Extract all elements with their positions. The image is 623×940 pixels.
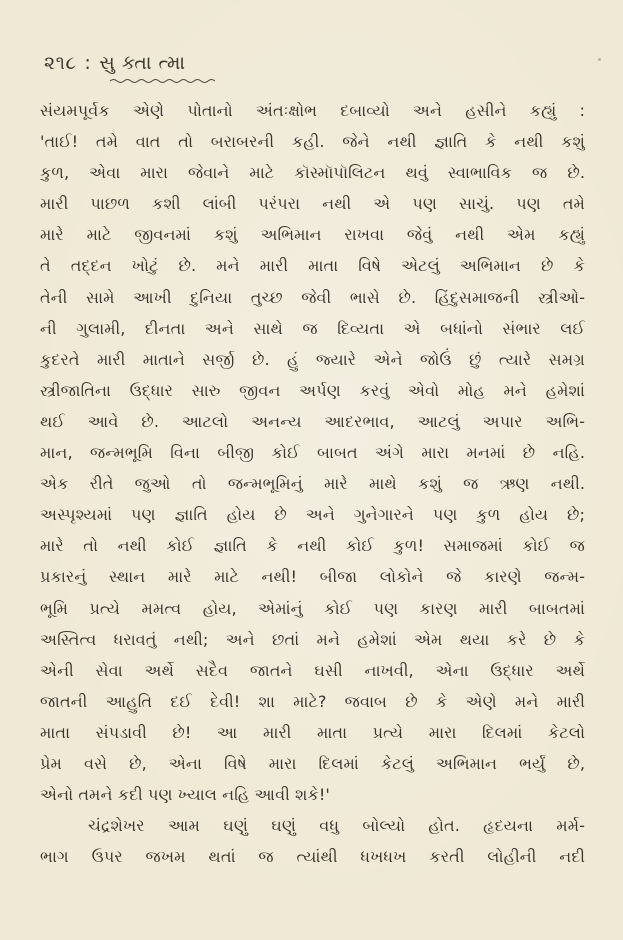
text-line: મારે માટે જીવનમાં કશું અભિમાન રાખવા જેવું નથી એમ કહ્યું bbox=[40, 225, 585, 245]
header-separator: : bbox=[84, 52, 92, 74]
text-line: ભૂમિ પ્રત્યે મમત્વ હોય, એમાંનું કોઈ પણ કારણ મારી બાબતમાં bbox=[40, 598, 585, 618]
text-line: ની ગુલામી, દીનતા અને સાથે જ દિવ્યતા એ બધાંનો સંભાર લઈ bbox=[40, 318, 585, 338]
text-line: પ્રકારનું સ્થાન મારે માટે નથી! બીજા લોકોને જે કારણે જન્મ- bbox=[40, 567, 585, 587]
text-line: માન, જન્મભૂમિ વિના બીજી કોઈ બાબત અંગે મારા મનમાં છે નહિ. bbox=[40, 443, 585, 463]
text-line: મારે તો નથી કોઈ જ્ઞાતિ કે નથી કોઈ કુળ! સમાજમાં કોઈ જ bbox=[40, 536, 585, 556]
text-line: તે તદ્દન ખોટું છે. મને મારી માતા વિષે એટલું અભિમાન છે કે bbox=[40, 256, 585, 276]
page-header bbox=[44, 52, 186, 74]
text-line: સંયમપૂર્વક એણે પોતાનો અંતઃક્ષોભ દબાવ્યો અને હસીને કહ્યું : bbox=[40, 101, 585, 120]
text-line-paragraph-start: ચંદ્રશેખર આમ ઘણું ઘણું વધુ બોલ્યો હોત. હૃદયના મર્મ- bbox=[88, 816, 585, 836]
text-line: થઈ આવે છે. આટલો અનન્ય આદરભાવ, આટલું અપાર અભિ- bbox=[40, 411, 585, 431]
page-speck bbox=[598, 58, 601, 61]
body-text bbox=[40, 95, 585, 872]
text-line: ભાગ ઉપર જખમ થતાં જ ત્યાંથી ધખધખ કરતી લોહીની નદી bbox=[40, 847, 585, 867]
text-line: એની સેવા અર્થે સદૈવ જાતને ઘસી નાખવી, એના ઉદ્ધાર અર્થે bbox=[40, 660, 585, 680]
text-line: તેની સામે આખી દુનિયા તુચ્છ જેવી ભાસે છે. હિંદુસમાજની સ્ત્રીઓ- bbox=[40, 287, 585, 307]
running-title: સુ ક્તા ત્મા bbox=[99, 52, 186, 74]
text-line: જાતની આહુતિ દઈ દેવી! શા માટે? જવાબ છે કે એણે મને મારી bbox=[40, 691, 585, 711]
text-line: મારી પાછળ કશી લાંબી પરંપરા નથી એ પણ સાચું. પણ તમે bbox=[40, 194, 585, 214]
text-line: માતા સંપડાવી છે! આ મારી માતા પ્રત્યે મારા દિલમાં કેટલો bbox=[40, 722, 585, 742]
text-line: અસ્પૃશ્યમાં પણ જ્ઞાતિ હોય છે અને ગુનેગારને પણ કુળ હોય છે; bbox=[40, 505, 585, 525]
text-line: કુદરતે મારી માતાને સર્જી છે. હું જ્યારે એને જોઉં છું ત્યારે સમગ્ર bbox=[40, 349, 585, 369]
text-line: 'તાઈ! તમે વાત તો બરાબરની કહી. જેને નથી જ્ઞાતિ કે નથી કશું bbox=[40, 132, 585, 152]
text-line-paragraph-end: એનો તમને કદી પણ ખ્યાલ નહિ આવી શકે!' bbox=[40, 785, 330, 805]
text-line: કુળ, એવા મારા જેવાને માટે કૉસ્મૉપૉલિટન થવું સ્વાભાવિક જ છે. bbox=[40, 163, 585, 183]
text-line: પ્રેમ વસે છે, એના વિષે મારા દિલમાં કેટલું અભિમાન ભર્યું છે, bbox=[40, 753, 585, 773]
text-line: અસ્તિત્વ ધરાવતું નથી; અને છતાં મને હમેશાં એમ થયા કરે છે કે bbox=[40, 629, 585, 649]
header-ornament bbox=[110, 78, 215, 82]
text-line: સ્ત્રીજાતિના ઉદ્ધાર સારુ જીવન અર્પણ કરવું એવો મોહ મને હમેશાં bbox=[40, 380, 585, 400]
page-number: ૨૧૮ bbox=[44, 52, 77, 74]
text-line: એક રીતે જુઓ તો જન્મભૂમિનું મારે માથે કશું જ ઋણ નથી. bbox=[40, 474, 585, 494]
